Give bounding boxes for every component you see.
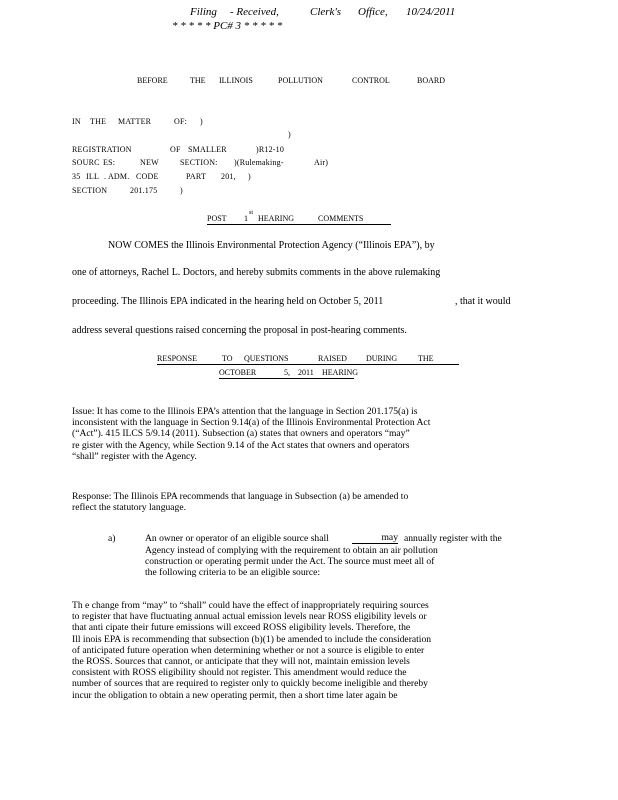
caption-paren: ) <box>180 186 183 195</box>
caption-word: OF: <box>174 117 188 126</box>
change-line: incur the obligation to obtain a new operating permit, then a short time later again be <box>72 689 398 701</box>
heading-word: RAISED <box>318 354 347 363</box>
change-line: Ill inois EPA is recommending that subsection (b)(1) be amended to include the consideration <box>72 633 432 645</box>
stamp-pc-number: * * * * * PC# 3 * * * * * <box>172 20 283 32</box>
issue-line: inconsistent with the language in Section 9.14(a) of the Illinois Environmental Protection Act <box>72 417 431 429</box>
caption-word: NEW <box>140 158 159 167</box>
caption-word: ES: <box>103 158 116 167</box>
header-word: BOARD <box>417 76 446 85</box>
caption-word: SMALLER <box>188 145 227 154</box>
response-line: reflect the statutory language. <box>72 502 187 514</box>
amendment-label: a) <box>108 533 116 544</box>
amendment-line: construction or operating permit under the Act. The source must meet all of <box>145 556 435 568</box>
header-word: ILLINOIS <box>219 76 253 85</box>
stamp-word: - Received, <box>230 6 279 18</box>
intro-line: NOW COMES the Illinois Environmental Protection Agency (“Illinois EPA”), by <box>108 240 435 251</box>
heading-word: THE <box>418 354 434 363</box>
caption-word: OF <box>170 145 181 154</box>
change-line: Th e change from “may” to “shall” could have the effect of inappropriately requiring sources <box>72 600 429 611</box>
caption-word: IN <box>72 117 81 126</box>
amendment-text: annually register with the <box>404 533 502 544</box>
heading-word: TO <box>222 354 233 363</box>
caption-word: THE <box>90 117 107 126</box>
heading-word: HEARING <box>322 368 358 377</box>
amendment-line: Agency instead of complying with the requirement to obtain an air pollution <box>145 545 438 556</box>
issue-line: (“Act”). 415 ILCS 5/9.14 (2011). Subsection (a) states that owners and operators “may” <box>72 428 410 440</box>
amendment-line: the following criteria to be an eligible source: <box>145 567 321 579</box>
caption-word: SECTION <box>72 186 108 195</box>
amendment-inserted-word: may <box>352 533 398 544</box>
caption-word: SOURC <box>72 158 100 167</box>
title-underline <box>207 224 391 225</box>
heading-underline <box>219 378 354 379</box>
title-word: COMMENTS <box>318 214 364 223</box>
caption-word: PART <box>186 172 207 181</box>
heading-word: 2011 <box>298 368 314 377</box>
header-word: POLLUTION <box>278 76 323 85</box>
caption-word: . ADM. <box>104 172 130 181</box>
change-line: that anti cipate their future emissions will exceed ROSS eligibility levels. Therefore, the <box>72 622 411 634</box>
change-line: of anticipated future operation when determining whether or not a source is eligible to enter <box>72 644 425 656</box>
heading-word: OCTOBER <box>219 368 257 377</box>
response-paragraph <box>72 491 408 513</box>
heading-underline <box>157 364 459 365</box>
caption-word: CODE <box>136 172 159 181</box>
caption-word: REGISTRATION <box>72 145 132 154</box>
response-line: Response: The Illinois EPA recommends that language in Subsection (a) be amended to <box>72 491 409 502</box>
stamp-word: Office, <box>358 6 388 18</box>
caption-word: MATTER <box>118 117 152 126</box>
caption-word: 35 <box>72 172 81 181</box>
caption-paren: ) <box>288 130 291 139</box>
amendment-text: An owner or operator of an eligible source shall <box>145 533 329 544</box>
intro-line: one of attorneys, Rachel L. Doctors, and hereby submits comments in the above rulemaking <box>72 267 441 278</box>
stamp-date: 10/24/2011 <box>406 6 456 18</box>
change-line: to register that have fluctuating annual actual emission levels near ROSS eligibility levels or <box>72 611 427 623</box>
header-word: CONTROL <box>352 76 390 85</box>
title-word: HEARING <box>258 214 294 223</box>
intro-line: , that it would <box>455 296 511 307</box>
change-line: the ROSS. Sources that cannot, or anticipate that they will not, maintain emission levels <box>72 656 410 668</box>
stamp-word: Clerk's <box>310 6 342 18</box>
header-word: THE <box>190 76 206 85</box>
caption-word: Air) <box>314 158 329 167</box>
title-word: 1 <box>244 214 248 223</box>
caption-word: 201.175 <box>130 186 158 195</box>
change-paragraph <box>72 600 431 701</box>
amendment-continuation <box>145 545 438 579</box>
caption-paren: ) <box>200 117 203 126</box>
issue-paragraph <box>72 406 430 462</box>
issue-line: re gister with the Agency, while Section 9.14 of the Act states that owners and operators <box>72 439 410 451</box>
heading-word: DURING <box>366 354 398 363</box>
heading-word: RESPONSE <box>157 354 198 363</box>
title-superscript: st <box>249 210 254 216</box>
issue-line: Issue: It has come to the Illinois EPA’s attention that the language in Section 201.175(a) is <box>72 406 418 417</box>
stamp-word: Filing <box>190 6 217 18</box>
intro-line: address several questions raised concerning the proposal in post-hearing comments. <box>72 325 407 336</box>
caption-paren: ) <box>248 172 251 181</box>
intro-line: proceeding. The Illinois EPA indicated in the hearing held on October 5, 2011 <box>72 296 384 307</box>
heading-word: 5, <box>284 368 290 377</box>
caption-word: SECTION: <box>180 158 218 167</box>
header-word: BEFORE <box>137 76 168 85</box>
caption-word: )(Rulemaking- <box>234 158 284 167</box>
heading-word: QUESTIONS <box>244 354 289 363</box>
caption-docket: )R12-10 <box>256 145 285 154</box>
caption-word: 201, <box>221 172 236 181</box>
title-word: POST <box>207 214 227 223</box>
change-line: number of sources that are required to register only to quickly become ineligible and thereby <box>72 678 428 690</box>
caption-word: ILL <box>86 172 100 181</box>
change-line: consistent with ROSS eligibility should not register. This amendment would reduce the <box>72 667 407 679</box>
issue-line: “shall” register with the Agency. <box>72 450 197 462</box>
